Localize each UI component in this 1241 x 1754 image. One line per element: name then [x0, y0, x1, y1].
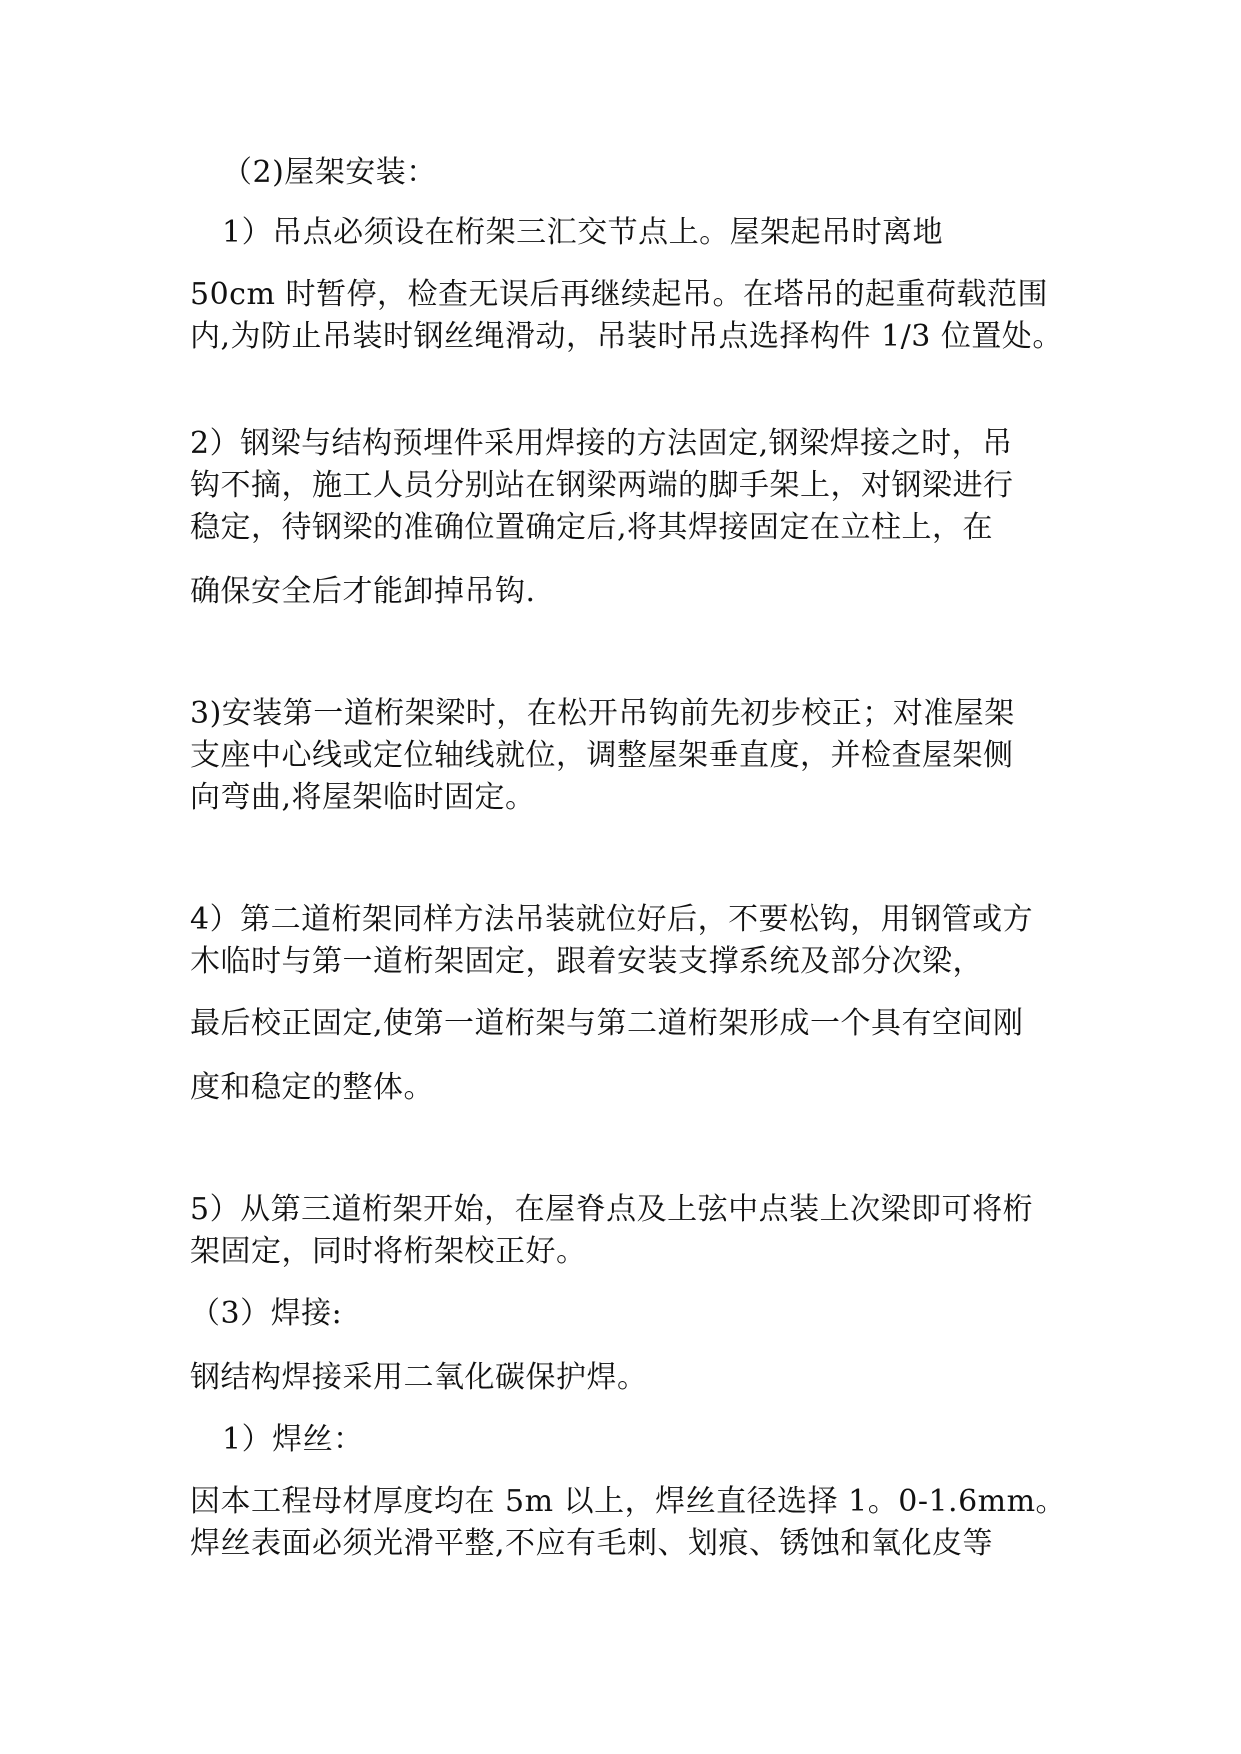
paragraph-line: 5）从第三道桁架开始，在屋脊点及上弦中点装上次梁即可将桁 [190, 1192, 1034, 1227]
paragraph-line: 木临时与第一道桁架固定，跟着安装支撑系统及部分次梁， [190, 944, 983, 979]
paragraph-line: 度和稳定的整体。 [190, 1070, 434, 1105]
paragraph-line: 向弯曲,将屋架临时固定。 [190, 780, 536, 815]
paragraph-line: 2）钢梁与结构预埋件采用焊接的方法固定,钢梁焊接之时，吊 [190, 426, 1013, 461]
section-heading-roof-truss-installation: （2)屋架安装： [222, 155, 437, 190]
paragraph-line: 钢结构焊接采用二氧化碳保护焊。 [190, 1360, 648, 1395]
subheading-welding-wire: 1）焊丝： [222, 1422, 364, 1457]
paragraph-line: 50cm 时暂停，检查无误后再继续起吊。在塔吊的起重荷载范围 [190, 277, 1048, 312]
paragraph-line: 1）吊点必须设在桁架三汇交节点上。屋架起吊时离地 [222, 215, 944, 250]
paragraph-line: 因本工程母材厚度均在 5m 以上，焊丝直径选择 1。0-1.6mm。 [190, 1484, 1067, 1519]
paragraph-line: 4）第二道桁架同样方法吊装就位好后，不要松钩，用钢管或方 [190, 902, 1034, 937]
paragraph-line: 内,为防止吊装时钢丝绳滑动，吊装时吊点选择构件 1/3 位置处。 [190, 319, 1063, 354]
section-heading-welding: （3）焊接: [190, 1296, 343, 1331]
paragraph-line: 支座中心线或定位轴线就位，调整屋架垂直度，并检查屋架侧 [190, 738, 1014, 773]
paragraph-line: 稳定，待钢梁的准确位置确定后,将其焊接固定在立柱上，在 [190, 510, 994, 545]
paragraph-line: 3)安装第一道桁架梁时，在松开吊钩前先初步校正；对准屋架 [190, 696, 1015, 731]
paragraph-line: 焊丝表面必须光滑平整,不应有毛刺、划痕、锈蚀和氧化皮等 [190, 1526, 994, 1561]
paragraph-line: 架固定，同时将桁架校正好。 [190, 1234, 587, 1269]
paragraph-line: 最后校正固定,使第一道桁架与第二道桁架形成一个具有空间刚 [190, 1006, 1024, 1041]
paragraph-line: 确保安全后才能卸掉吊钩. [190, 574, 536, 609]
paragraph-line: 钩不摘，施工人员分别站在钢梁两端的脚手架上，对钢梁进行 [190, 468, 1014, 503]
